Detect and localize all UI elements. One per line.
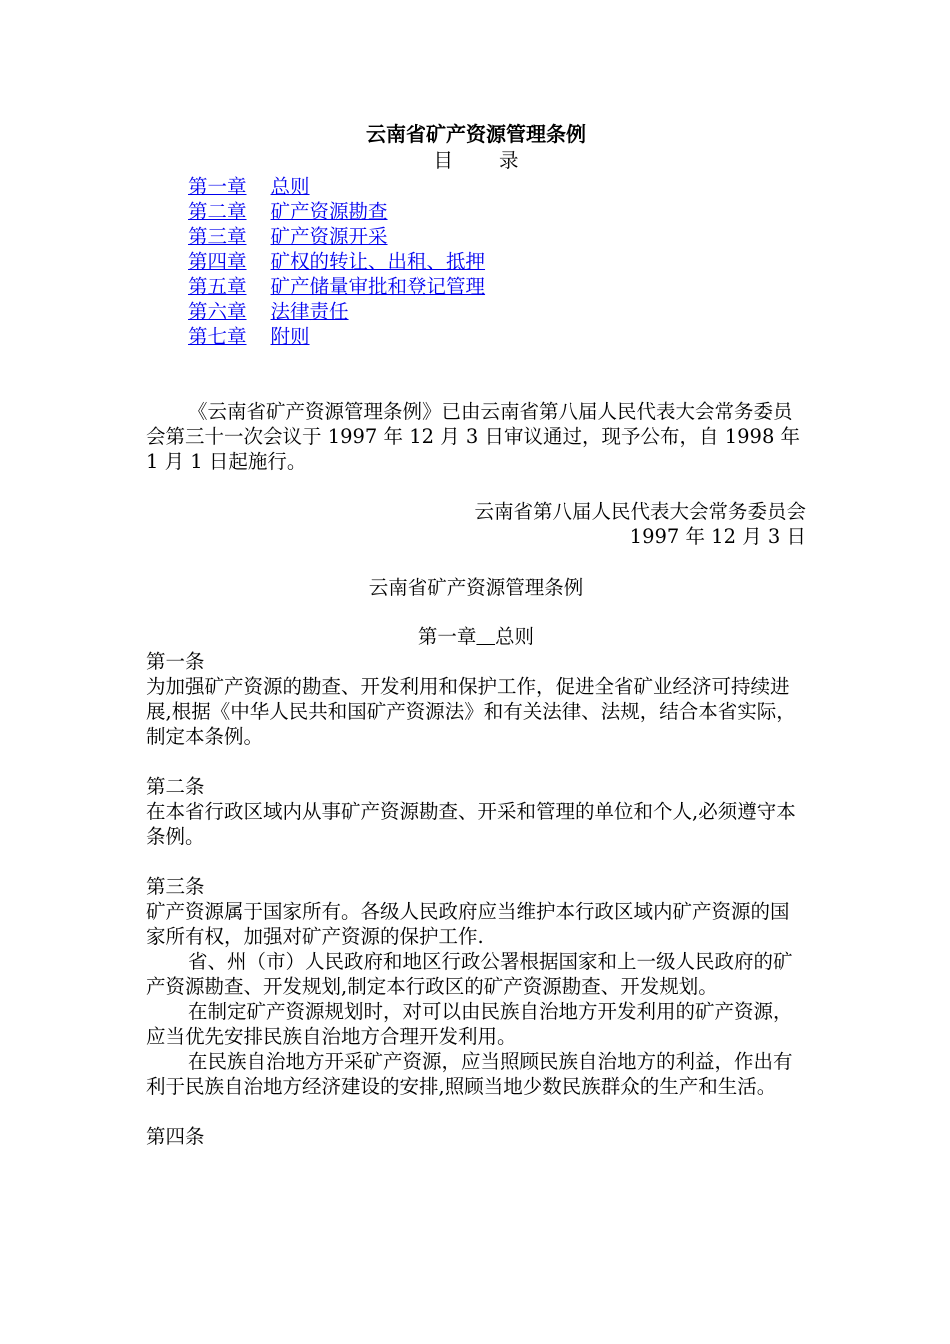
chapter-1-heading: [146, 624, 806, 649]
toc-link-chapter-2[interactable]: 第二章 矿产资源勘查: [188, 200, 388, 223]
article-4-label: 第四条: [146, 1125, 205, 1148]
article-3-paragraph-2: 省、州（市）人民政府和地区行政公署根据国家和上一级人民政府的矿产资源勘查、开发规划,制定本行政区的矿产资源勘查、开发规划。: [146, 950, 793, 998]
document-page: [146, 120, 806, 1149]
toc-item-5: [188, 274, 806, 299]
article-3-paragraph-3: 在制定矿产资源规划时，对可以由民族自治地方开发利用的矿产资源，应当优先安排民族自治地方合理开发利用。: [146, 1000, 793, 1048]
article-3-paragraph-1: 矿产资源属于国家所有。各级人民政府应当维护本行政区域内矿产资源的国家所有权，加强对矿产资源的保护工作.: [146, 900, 790, 948]
toc-item-6: [188, 299, 806, 324]
announcement-date: 1997 年 12 月 3 日: [629, 525, 806, 548]
toc-item-3: [188, 224, 806, 249]
toc-heading: [146, 148, 806, 174]
announcement-text: 《云南省矿产资源管理条例》已由云南省第八届人民代表大会常务委员会第三十一次会议于 1997 年 12 月 3 日审议通过，现予公布，自 1998 年 1 月 1 日起施行。: [146, 400, 801, 473]
article-3-label: 第三条: [146, 875, 205, 898]
toc-link-chapter-1[interactable]: 第一章 总则: [188, 175, 310, 198]
chapter-1-title: 总则: [495, 625, 535, 648]
announcement-issuer: 云南省第八届人民代表大会常务委员会: [474, 500, 806, 523]
toc-link-chapter-5[interactable]: 第五章 矿产储量审批和登记管理: [188, 275, 486, 298]
body-subtitle: 云南省矿产资源管理条例: [368, 576, 584, 599]
toc-item-1: [188, 174, 806, 199]
toc-item-4: [188, 249, 806, 274]
article-3-paragraph-4: 在民族自治地方开采矿产资源，应当照顾民族自治地方的利益，作出有利于民族自治地方经济建设的安排,照顾当地少数民族群众的生产和生活。: [146, 1050, 793, 1098]
toc-link-chapter-3[interactable]: 第三章 矿产资源开采: [188, 225, 388, 248]
table-of-contents: [146, 174, 806, 349]
toc-link-chapter-6[interactable]: 第六章 法律责任: [188, 300, 349, 323]
toc-heading-left: 目: [433, 149, 453, 172]
toc-heading-right: 录: [499, 149, 519, 172]
toc-link-chapter-4[interactable]: 第四章 矿权的转让、出租、抵押: [188, 250, 486, 273]
toc-item-7: [188, 324, 806, 349]
toc-item-2: [188, 199, 806, 224]
article-1-paragraph-1: 为加强矿产资源的勘查、开发利用和保护工作，促进全省矿业经济可持续进展,根据《中华人民共和国矿产资源法》和有关法律、法规，结合本省实际，制定本条例。: [146, 675, 796, 748]
document-title: 云南省矿产资源管理条例: [366, 122, 586, 146]
article-2-paragraph-1: 在本省行政区域内从事矿产资源勘查、开采和管理的单位和个人,必须遵守本条例。: [146, 800, 796, 848]
toc-link-chapter-7[interactable]: 第七章 附则: [188, 325, 310, 348]
chapter-1-label: 第一章: [417, 625, 477, 648]
article-1-label: 第一条: [146, 650, 205, 673]
article-2-label: 第二条: [146, 775, 205, 798]
